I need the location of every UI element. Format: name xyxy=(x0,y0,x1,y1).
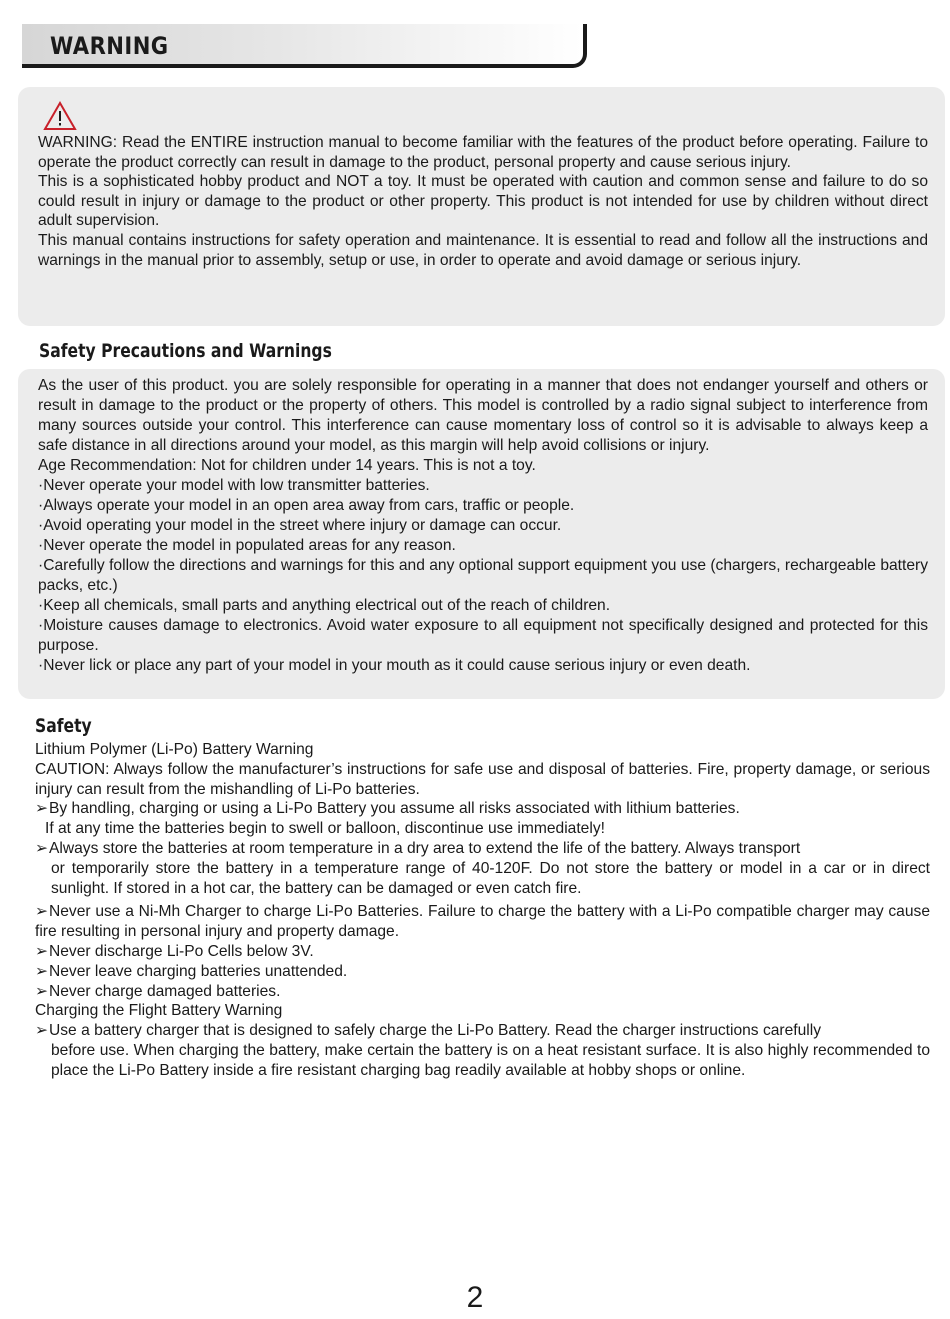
list-item-text: Never charge damaged batteries. xyxy=(49,982,281,1000)
page-number: 2 xyxy=(466,1281,484,1314)
warning-paragraph: This is a sophisticated hobby product and NOT a toy. It must be operated with caution and common sense and failure to do so could result in injury or damage to the product or other property. This product is not intended for use by children without direct adult supervision. xyxy=(38,173,928,230)
charging-subtitle: Charging the Flight Battery Warning xyxy=(35,1002,283,1020)
precaution-item: Age Recommendation: Not for children under 14 years. This is not a toy. xyxy=(38,457,536,474)
list-item-text: Never use a Ni-Mh Charger to charge Li-Po Batteries. Failure to charge the battery with a Li-Po compatible charger may cause fire resulting in personal injury and property damage. xyxy=(35,903,930,941)
list-item-text: Never discharge Li-Po Cells below 3V. xyxy=(49,942,314,960)
safety-precautions-heading: Safety Precautions and Warnings xyxy=(39,340,332,362)
lipo-safety-text xyxy=(35,740,930,1081)
arrow-bullet-icon: ➢ xyxy=(35,962,49,980)
list-item-text: Always store the batteries at room temperature in a dry area to extend the life of the battery. Always transport xyxy=(49,839,801,857)
list-item xyxy=(35,839,930,859)
precaution-item: ·Never operate the model in populated areas for any reason. xyxy=(38,537,456,554)
list-item xyxy=(35,799,930,819)
warning-paragraph: This manual contains instructions for safety operation and maintenance. It is essential to read and follow all the instructions and warnings in the manual prior to assembly, setup or use, in order to operate and avoid damage or serious injury. xyxy=(38,231,928,269)
safety-precautions-text xyxy=(38,376,928,676)
caution-paragraph: CAUTION: Always follow the manufacturer’s instructions for safe use and disposal of batteries. Fire, property damage, or serious injury can result from the mishandling of Li-Po batteries. xyxy=(35,760,930,798)
precaution-item: ·Carefully follow the directions and warnings for this and any optional support equipment you use (chargers, rechargeable battery packs, etc.) xyxy=(38,557,928,594)
list-item-text: By handling, charging or using a Li-Po Battery you assume all risks associated with lithium batteries. xyxy=(49,800,740,818)
precaution-item: ·Never operate your model with low transmitter batteries. xyxy=(38,477,430,494)
list-item-continuation: or temporarily store the battery in a temperature range of 40-120F. Do not store the battery or model in a car or in direct sunlight. If stored in a hot car, the battery can be damaged or even catch fire. xyxy=(51,859,930,897)
warning-triangle-icon xyxy=(43,101,77,131)
precaution-item: ·Never lick or place any part of your model in your mouth as it could cause serious injury or even death. xyxy=(38,657,751,674)
precaution-item: ·Keep all chemicals, small parts and anything electrical out of the reach of children. xyxy=(38,597,611,614)
precaution-paragraph: As the user of this product. you are solely responsible for operating in a manner that does not endanger yourself and others or result in damage to the product or the property of others. This model is controlled by a radio signal subject to interference from many sources outside your control. This interference can cause momentary loss of control so it is advisable to always keep a safe distance in all directions around your model, as this margin will help avoid collisions or injury. xyxy=(38,377,928,454)
list-item-text: Never leave charging batteries unattended. xyxy=(49,962,348,980)
precaution-item: ·Avoid operating your model in the street where injury or damage can occur. xyxy=(38,517,562,534)
warning-paragraph: WARNING: Read the ENTIRE instruction manual to become familiar with the features of the product before operating. Failure to operate the product correctly can result in damage to the product, personal property and cause serious injury. xyxy=(38,134,928,171)
list-item xyxy=(35,902,930,942)
arrow-bullet-icon: ➢ xyxy=(35,942,49,960)
lipo-subtitle: Lithium Polymer (Li-Po) Battery Warning xyxy=(35,741,314,758)
list-item xyxy=(35,962,930,982)
precaution-item: ·Always operate your model in an open area away from cars, traffic or people. xyxy=(38,497,575,514)
list-item xyxy=(35,942,930,962)
arrow-bullet-icon: ➢ xyxy=(35,1022,49,1040)
arrow-bullet-icon: ➢ xyxy=(35,800,49,818)
list-item xyxy=(35,982,930,1002)
arrow-bullet-icon: ➢ xyxy=(35,982,49,1000)
list-item-continuation: before use. When charging the battery, make certain the battery is on a heat resistant surface. It is also highly recommended to place the Li-Po Battery inside a fire resistant charging bag readily available at hobby shops or online. xyxy=(51,1041,930,1079)
safety-heading: Safety xyxy=(35,715,92,737)
list-item xyxy=(35,1021,930,1041)
arrow-bullet-icon: ➢ xyxy=(35,903,49,921)
page-title: WARNING xyxy=(50,32,169,60)
header-banner xyxy=(22,24,587,68)
warning-text xyxy=(38,133,928,270)
precaution-item: ·Moisture causes damage to electronics. Avoid water exposure to all equipment not specifically designed and protected for this purpose. xyxy=(38,617,928,654)
list-item-text: Use a battery charger that is designed to safely charge the Li-Po Battery. Read the charger instructions carefully xyxy=(49,1022,822,1040)
list-item-continuation: If at any time the batteries begin to swell or balloon, discontinue use immediately! xyxy=(45,820,605,838)
arrow-bullet-icon: ➢ xyxy=(35,839,49,857)
